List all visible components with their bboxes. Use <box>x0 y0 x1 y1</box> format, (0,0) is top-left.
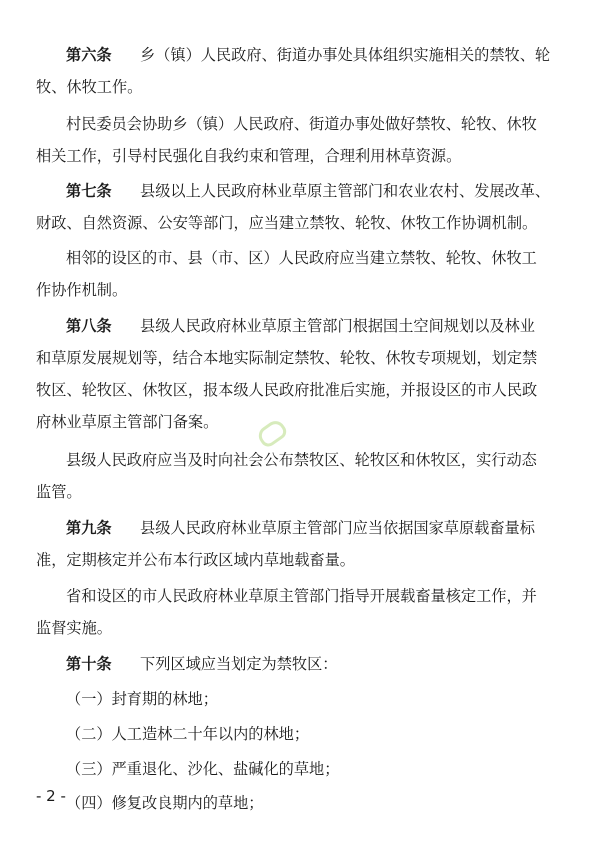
paragraph-text: 和草原发展规划等，结合本地实际制定禁牧、轮牧、休牧专项规划，划定禁 <box>36 349 538 367</box>
article-heading: 第六条 <box>66 46 112 64</box>
paragraph-text: 监督实施。 <box>36 619 112 637</box>
article-heading: 第十条 <box>66 655 112 673</box>
paragraph-text: 县级人民政府林业草原主管部门根据国土空间规划以及林业 <box>140 317 535 335</box>
list-item-text: （三）严重退化、沙化、盐碱化的草地； <box>66 760 340 778</box>
paragraph-text: 相邻的设区的市、县（市、区）人民政府应当建立禁牧、轮牧、休牧工 <box>66 249 537 267</box>
list-item-text: （二）人工造林二十年以内的林地； <box>66 725 309 743</box>
article-heading: 第九条 <box>66 519 112 537</box>
paragraph-text: 下列区域应当划定为禁牧区： <box>140 655 338 673</box>
list-item-text: （四）修复改良期内的草地； <box>66 794 264 812</box>
paragraph-text: 府林业草原主管部门备案。 <box>36 413 219 431</box>
paragraph-text: 县级人民政府应当及时向社会公布禁牧区、轮牧区和休牧区，实行动态 <box>66 451 537 469</box>
paragraph-text: 准，定期核定并公布本行政区域内草地载畜量。 <box>36 551 355 569</box>
paragraph-text: 财政、自然资源、公安等部门，应当建立禁牧、轮牧、休牧工作协调机制。 <box>36 214 538 232</box>
list-item-text: （一）封育期的林地； <box>66 690 218 708</box>
cloud-icon <box>255 417 289 449</box>
paragraph-text: 牧、休牧工作。 <box>36 78 143 96</box>
page-number: - 2 - <box>36 787 66 805</box>
paragraph-text: 乡（镇）人民政府、街道办事处具体组织实施相关的禁牧、轮 <box>140 46 551 64</box>
paragraph-text: 作协作机制。 <box>36 281 128 299</box>
paragraph-text: 县级以上人民政府林业草原主管部门和农业农村、发展改革、 <box>140 182 551 200</box>
paragraph-text: 省和设区的市人民政府林业草原主管部门指导开展载畜量核定工作，并 <box>66 587 537 605</box>
paragraph-text: 县级人民政府林业草原主管部门应当依据国家草原载畜量标 <box>140 519 535 537</box>
paragraph-text: 牧区、轮牧区、休牧区，报本级人民政府批准后实施，并报设区的市人民政 <box>36 381 538 399</box>
paragraph-text: 村民委员会协助乡（镇）人民政府、街道办事处做好禁牧、轮牧、休牧 <box>66 115 537 133</box>
article-heading: 第八条 <box>66 317 112 335</box>
article-heading: 第七条 <box>66 182 112 200</box>
paragraph-text: 监管。 <box>36 483 82 501</box>
paragraph-text: 相关工作，引导村民强化自我约束和管理，合理利用林草资源。 <box>36 147 462 165</box>
